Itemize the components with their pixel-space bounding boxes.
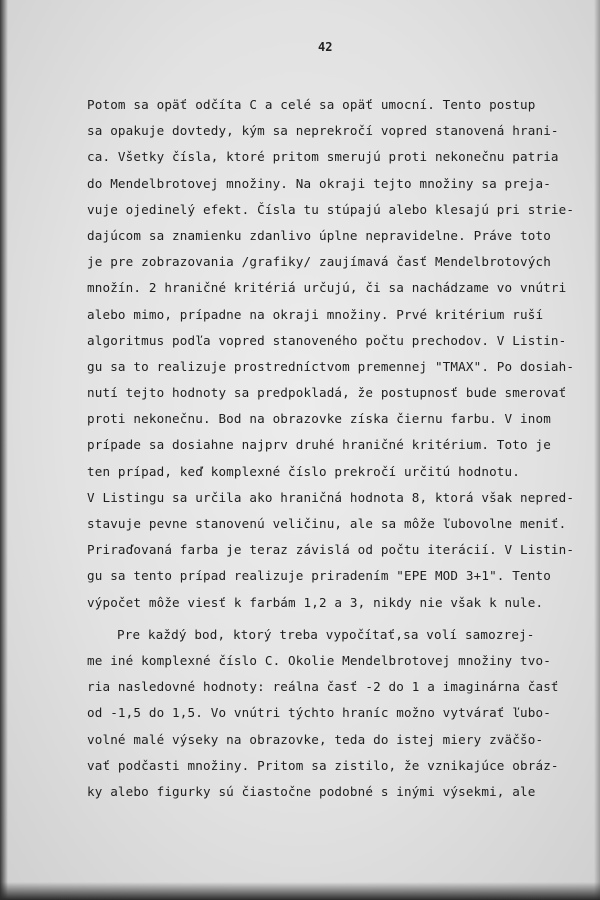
- text-line: V Listingu sa určila ako hraničná hodnota 8, ktorá však nepred-: [87, 489, 575, 505]
- text-line: výpočet môže viesť k farbám 1,2 a 3, nikdy nie však k nule.: [87, 594, 544, 610]
- body-text: [87, 92, 575, 805]
- text-line: Priraďovaná farba je teraz závislá od počtu iterácií. V Listin-: [87, 542, 575, 558]
- paragraph-1: [87, 92, 575, 616]
- paragraph-2: [87, 622, 567, 805]
- text-line: Pre každý bod, ktorý treba vypočítať,sa volí samozrej-: [117, 626, 535, 642]
- text-line: volné malé výseky na obrazovke, teda do istej miery zväčšo-: [87, 731, 544, 747]
- scan-shadow-bottom: [0, 882, 600, 900]
- text-line: ria nasledovné hodnoty: reálna časť -2 do 1 a imaginárna časť: [87, 679, 559, 695]
- text-line: je pre zobrazovania /grafiky/ zaujímavá časť Mendelbrotových: [87, 254, 551, 270]
- text-line: Potom sa opäť odčíta C a celé sa opäť umocní. Tento postup: [87, 97, 536, 112]
- text-line: sa opakuje dovtedy, kým sa neprekročí vopred stanovená hrani-: [87, 123, 559, 139]
- text-line: stavuje pevne stanovenú veličinu, ale sa môže ľubovolne meniť.: [87, 516, 567, 531]
- scan-shadow-left: [0, 0, 8, 900]
- text-line: vať podčasti množiny. Pritom sa zistilo, že vznikajúce obráz-: [87, 757, 559, 773]
- text-line: vuje ojedinelý efekt. Čísla tu stúpajú alebo klesajú pri strie-: [87, 201, 575, 217]
- text-line: dajúcom sa znamienku zdanlivo úplne nepravidelne. Práve toto: [87, 227, 551, 243]
- text-line: od -1,5 do 1,5. Vo vnútri týchto hraníc možno vytvárať ľubo-: [87, 705, 551, 721]
- text-line: me iné komplexné číslo C. Okolie Mendelbrotovej množiny tvo-: [87, 652, 551, 668]
- text-line: do Mendelbrotovej množiny. Na okraji tejto množiny sa preja-: [87, 175, 551, 191]
- text-line: algoritmus podľa vopred stanoveného počtu prechodov. V Listin-: [87, 332, 567, 348]
- page-number: 42: [318, 40, 333, 54]
- text-line: ca. Všetky čísla, ktoré pritom smerujú proti nekonečnu patria: [87, 149, 559, 165]
- text-line: množín. 2 hraničné kritériá určujú, či sa nachádzame vo vnútri: [87, 280, 567, 296]
- text-line: proti nekonečnu. Bod na obrazovke získa čiernu farbu. V inom: [87, 411, 551, 427]
- text-line: ten prípad, keď komplexné číslo prekročí určitú hodnotu.: [87, 463, 520, 479]
- text-line: gu sa tento prípad realizuje priradením "EPE MOD 3+1". Tento: [87, 568, 551, 584]
- text-line: nutí tejto hodnoty sa predpokladá, že postupnosť bude smerovať: [87, 385, 567, 401]
- text-line: prípade sa dosiahne najprv druhé hraničné kritérium. Toto je: [87, 437, 551, 453]
- text-line: gu sa to realizuje prostredníctvom premennej "TMAX". Po dosiah-: [87, 358, 575, 374]
- text-line: ky alebo figurky sú čiastočne podobné s inými výsekmi, ale: [87, 783, 536, 799]
- text-line: alebo mimo, prípadne na okraji množiny. Prvé kritérium ruší: [87, 306, 544, 322]
- scan-shadow-right: [594, 0, 600, 900]
